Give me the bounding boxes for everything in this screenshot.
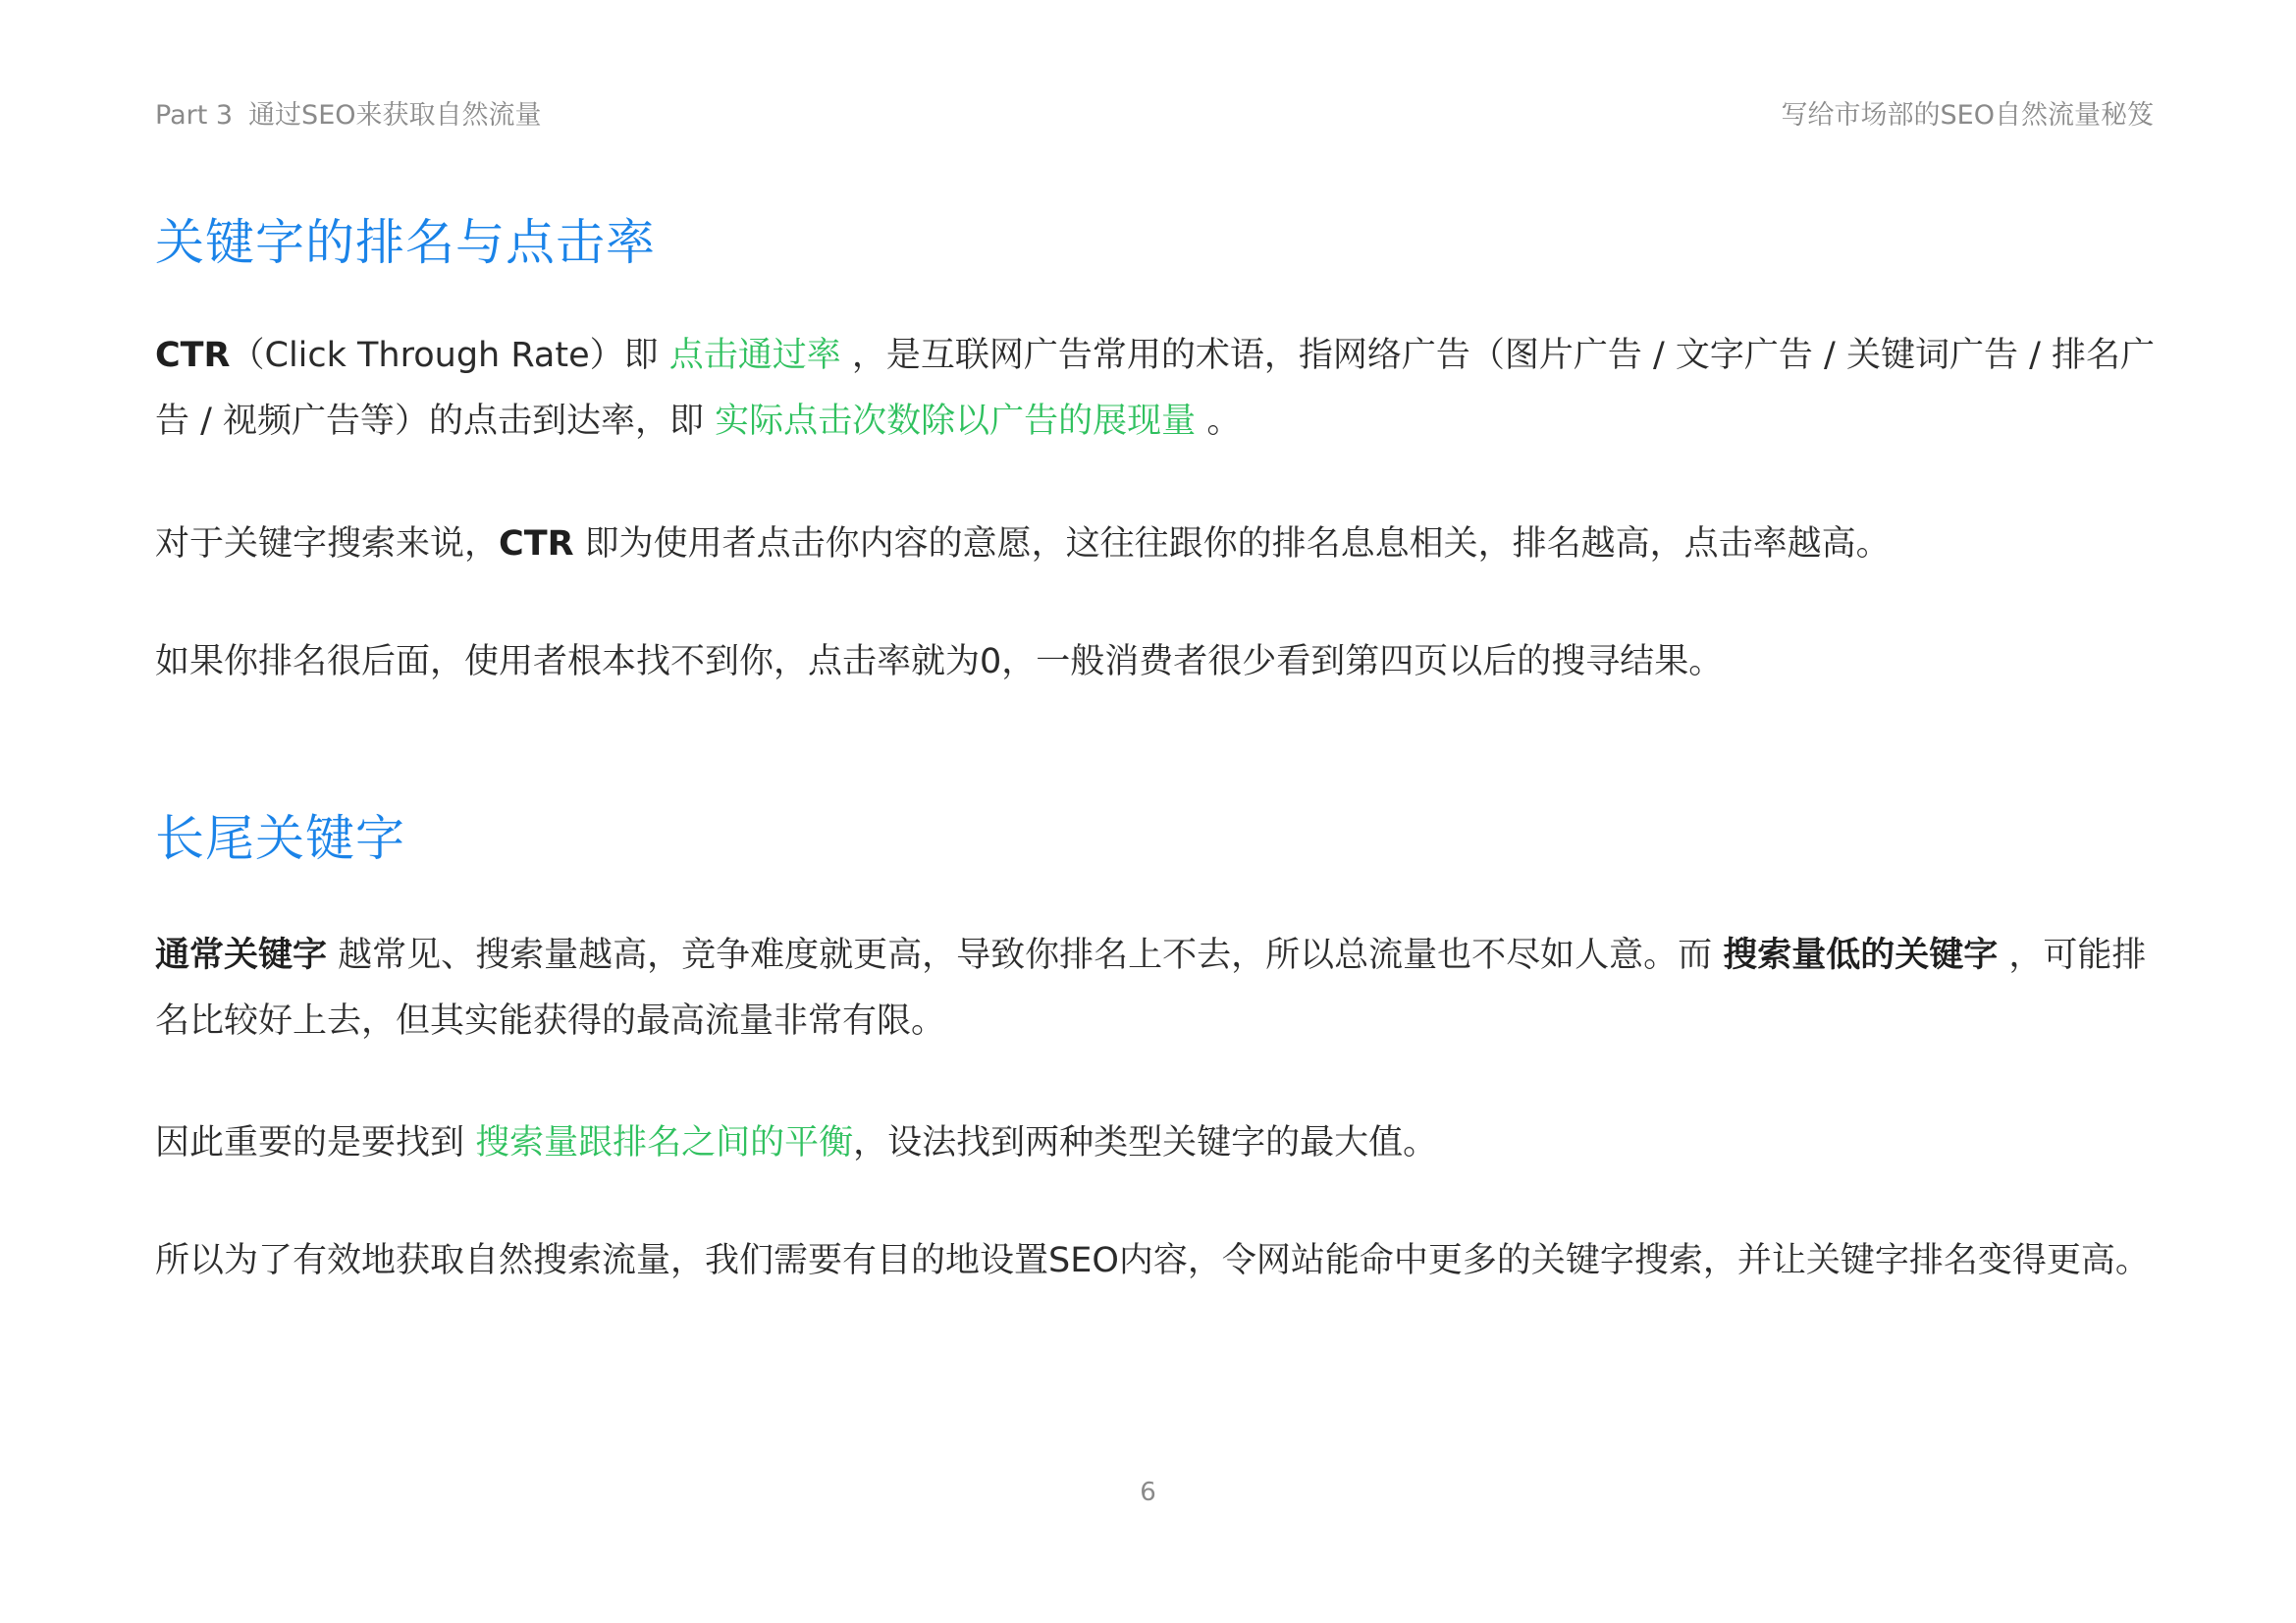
- text-run: CTR: [155, 336, 231, 375]
- text-run: 如果你排名很后面，使用者根本找不到你，点击率就为0，一般消费者很少看到第四页以后的搜寻结果。: [155, 642, 1724, 681]
- text-run: ，是互联网广告常用的术语，指网络广告（图片广告 / 文字广告 / 关键词广告 / 排名广告 / 视频广告等）的点击到达率，即: [155, 336, 2156, 441]
- text-run: 搜索量低的关键字: [1723, 936, 1999, 975]
- paragraph-ctr-definition: [155, 323, 2158, 455]
- text-run: 对于关键字搜索来说，: [155, 524, 500, 564]
- section-label: 通过SEO来获取自然流量: [248, 100, 542, 131]
- page-number: 6: [1140, 1478, 1156, 1507]
- text-run: （Click Through Rate）即: [230, 336, 669, 375]
- text-run: 。: [1196, 402, 1242, 441]
- running-header-left: [155, 96, 542, 135]
- running-header-book-title: 写给市场部的SEO自然流量秘笈: [1781, 100, 2154, 131]
- part-label: Part 3: [155, 100, 234, 131]
- text-run: ，可能排名比较好上去，但其实能获得的最高流量非常有限。: [155, 936, 2147, 1041]
- text-run: CTR: [499, 524, 574, 564]
- section-heading-ctr: 关键字的排名与点击率: [155, 214, 656, 271]
- text-run: 越常见、搜索量越高，竞争难度就更高，导致你排名上不去，所以总流量也不尽如人意。而: [327, 936, 1724, 975]
- text-run: 通常关键字: [155, 936, 328, 975]
- text-run: ，设法找到两种类型关键字的最大值。: [853, 1123, 1438, 1163]
- text-run: 即为使用者点击你内容的意愿，这往往跟你的排名息息相关，排名越高，点击率越高。: [573, 524, 1891, 564]
- highlight-text: 实际点击次数除以广告的展现量: [715, 402, 1197, 441]
- paragraph-balance: [155, 1110, 2158, 1176]
- text-run: 因此重要的是要找到: [155, 1123, 476, 1163]
- paragraph-conclusion: [155, 1228, 2158, 1294]
- paragraph-ctr-ranking: [155, 512, 2158, 577]
- highlight-text: 点击通过率: [668, 336, 841, 375]
- paragraph-keyword-types: [155, 923, 2158, 1055]
- text-run: 所以为了有效地获取自然搜索流量，我们需要有目的地设置SEO内容，令网站能命中更多的关键字搜索，并让关键字排名变得更高。: [155, 1241, 2150, 1280]
- highlight-text: 搜索量跟排名之间的平衡: [475, 1123, 854, 1163]
- paragraph-ctr-low-rank: [155, 629, 2158, 695]
- section-heading-long-tail: 长尾关键字: [155, 810, 405, 867]
